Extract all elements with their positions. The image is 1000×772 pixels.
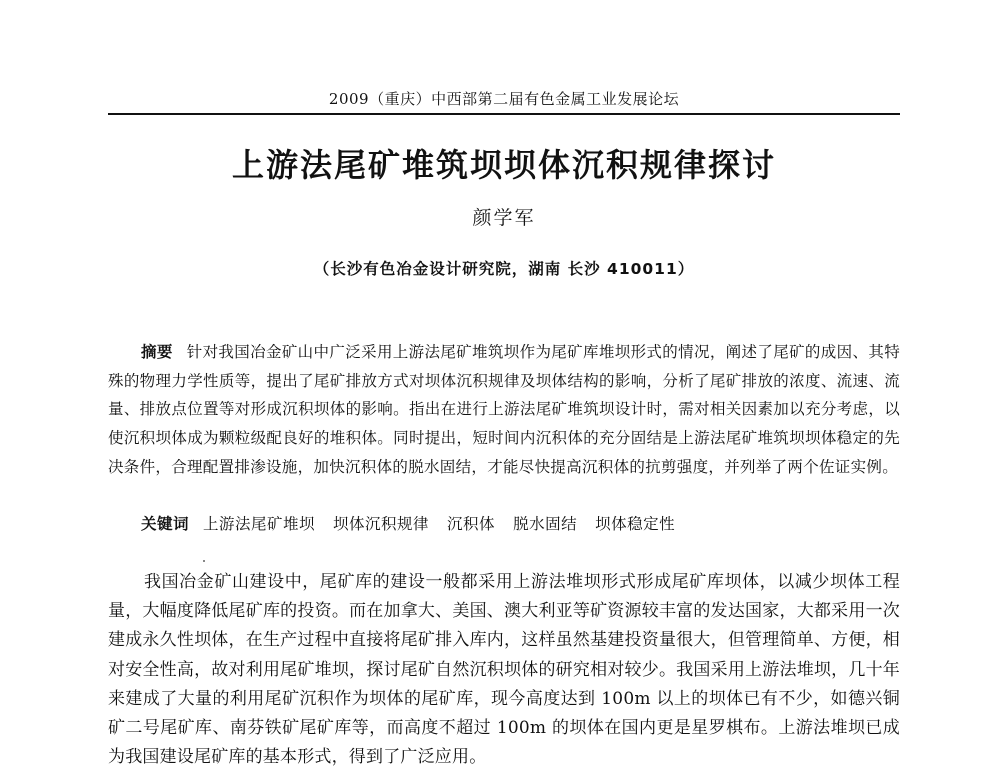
keyword: 沉积体 (447, 515, 496, 533)
body-paragraph: 我国冶金矿山建设中，尾矿库的建设一般都采用上游法堆坝形式形成尾矿库坝体，以减少坝体工程量，大幅度降低尾矿库的投资。而在加拿大、美国、澳大利亚等矿资源较丰富的发达国家，大都采用一次建成永久性坝体，在生产过程中直接将尾矿排入库内，这样虽然基建投资量很大，但管理简单、方便，相对安全性高，故对利用尾矿堆坝，探讨尾矿自然沉积坝体的研究相对较少。我国采用上游法堆坝，几十年来建成了大量的利用尾矿沉积作为坝体的尾矿库，现今高度达到 100m 以上的坝体已有不少，如德兴铜矿二号尾矿库、南芬铁矿尾矿库等，而高度不超过 100m 的坝体在国内更是星罗棋布。上游法堆坝已成为我国建设尾矿库的基本形式，得到了广泛应用。 (108, 572, 900, 768)
header-rule (108, 113, 900, 115)
keyword: 脱水固结 (513, 515, 578, 533)
author-name: 颜学军 (472, 207, 536, 229)
running-header: 2009（重庆）中西部第二届有色金属工业发展论坛 (328, 90, 680, 108)
keywords (108, 510, 900, 538)
keyword: 坝体沉积规律 (333, 515, 430, 533)
keyword: 坝体稳定性 (595, 515, 676, 533)
keywords-label: 关键词 (141, 515, 190, 533)
abstract-text: 针对我国冶金矿山中广泛采用上游法尾矿堆筑坝作为尾矿库堆坝形式的情况，阐述了尾矿的成因、其特殊的物理力学性质等，提出了尾矿排放方式对坝体沉积规律及坝体结构的影响，分析了尾矿排放的浓度、流速、流量、排放点位置等对形成沉积坝体的影响。指出在进行上游法尾矿堆筑坝设计时，需对相关因素加以充分考虑，以使沉积坝体成为颗粒级配良好的堆积体。同时提出，短时间内沉积体的充分固结是上游法尾矿堆筑坝坝体稳定的先决条件，合理配置排渗设施，加快沉积体的脱水固结，才能尽快提高沉积体的抗剪强度，并列举了两个佐证实例。 (108, 343, 900, 476)
abstract (108, 338, 900, 482)
keyword: 上游法尾矿堆坝 (203, 515, 316, 533)
paper-title: 上游法尾矿堆筑坝坝体沉积规律探讨 (231, 146, 776, 184)
scan-speck (203, 560, 205, 562)
author-affiliation: （长沙有色冶金设计研究院，湖南 长沙 410011） (313, 260, 695, 278)
abstract-label: 摘要 (141, 343, 173, 361)
